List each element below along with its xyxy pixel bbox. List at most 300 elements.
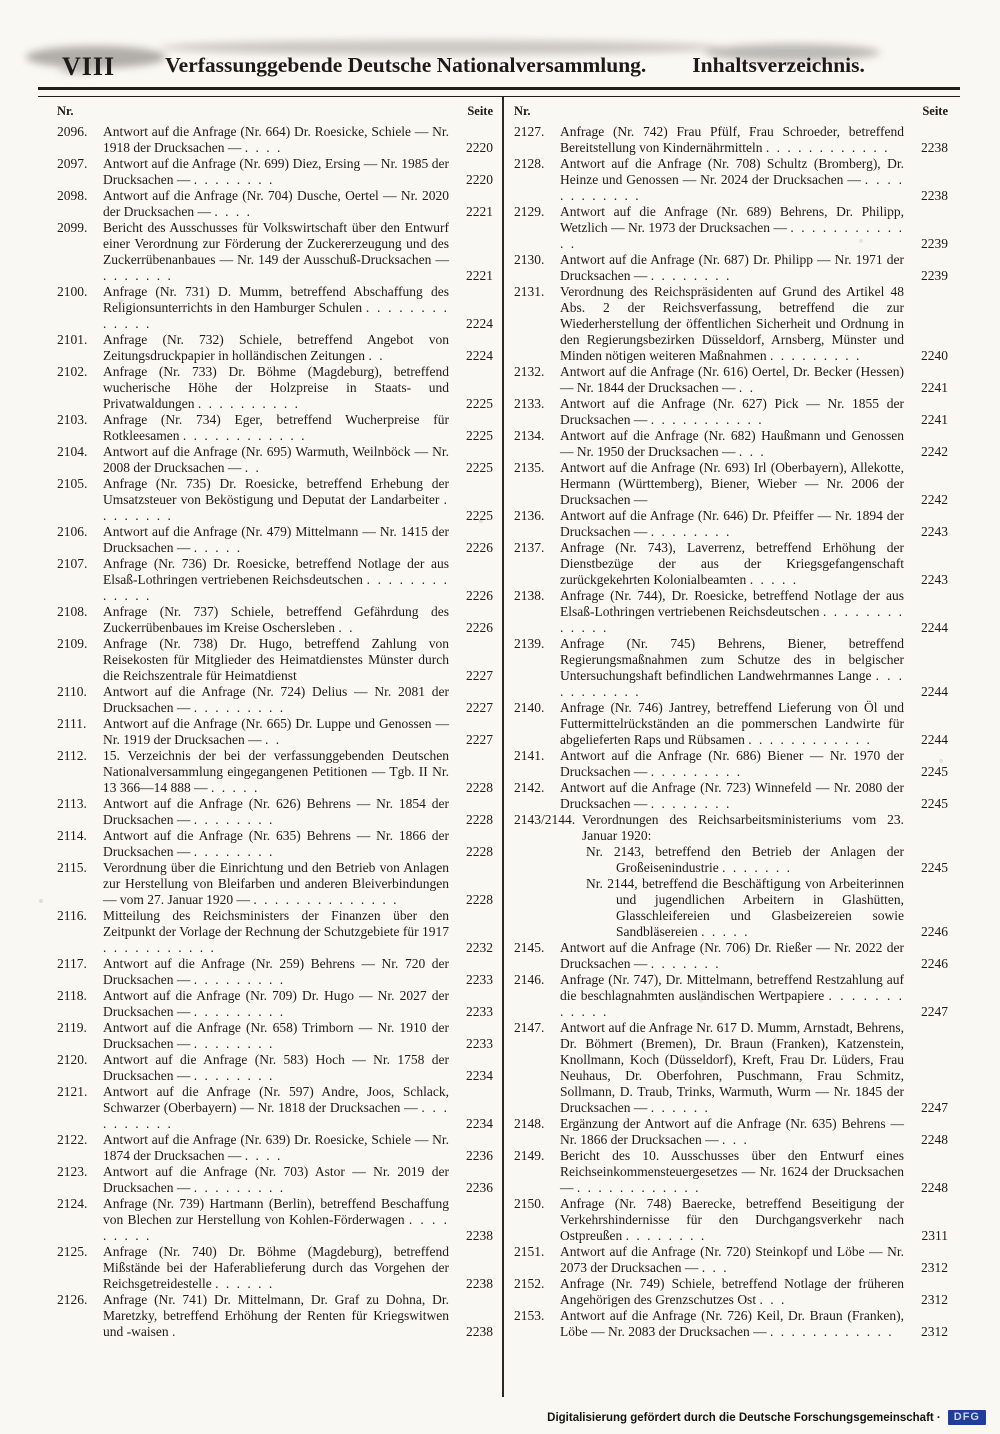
entry-text: Antwort auf die Anfrage (Nr. 635) Behrens — Nr. 1866 der Drucksachen — [103, 828, 449, 859]
entry-page-number: 2224 [466, 316, 493, 331]
entry-number: 2136. [514, 508, 545, 523]
toc-entry [514, 540, 948, 588]
dot-leader: . . . . . . . . . [193, 700, 286, 715]
header-double-rule [38, 87, 960, 97]
dot-leader: . . . . [244, 140, 283, 155]
toc-entry [57, 1196, 493, 1244]
column-header [57, 104, 493, 119]
dot-leader: . . . . . . . . . . . . . [103, 572, 450, 603]
entry-number: 2108. [57, 604, 88, 619]
entry-number: 2148. [514, 1116, 545, 1131]
entry-page-number: 2228 [466, 812, 493, 827]
toc-entry [514, 1020, 948, 1116]
toc-entry [57, 748, 493, 796]
entry-page-number: 2242 [921, 444, 948, 459]
entry-text: Antwort auf die Anfrage (Nr. 703) Astor — Nr. 2019 der Drucksachen — [103, 1164, 449, 1195]
toc-entry [57, 828, 493, 860]
entry-number: 2135. [514, 460, 545, 475]
entry-text: Nr. 2144, betreffend die Beschäftigung von Arbeiterinnen und jugendlichen Arbeitern in Glashütten, Glasschleifereien und Glasbeizereien sowie Sandbläsereien [586, 876, 904, 939]
toc-entry [514, 1276, 948, 1308]
entry-page-number: 2228 [466, 892, 493, 907]
dot-leader: . . . . . . . . . . . . [769, 1324, 894, 1339]
toc-entry [514, 748, 948, 780]
entry-number: 2131. [514, 284, 545, 299]
entry-number: 2101. [57, 332, 88, 347]
toc-entry [57, 956, 493, 988]
toc-entry [57, 524, 493, 556]
dot-leader: . . . . . [749, 572, 799, 587]
entry-number: 2149. [514, 1148, 545, 1163]
toc-entry [514, 812, 948, 844]
dot-leader: . . . . . . . . . . [197, 396, 300, 411]
entry-number: 2145. [514, 940, 545, 955]
entry-page-number: 2245 [921, 796, 948, 811]
entry-page-number: 2234 [466, 1116, 493, 1131]
toc-entry [514, 1116, 948, 1148]
toc-entry [514, 508, 948, 540]
entry-text: Antwort auf die Anfrage (Nr. 665) Dr. Luppe und Genossen — Nr. 1919 der Drucksachen — [103, 716, 449, 747]
toc-column-left [57, 104, 493, 1340]
dfg-logo: DFG [948, 1410, 986, 1425]
entry-number: 2113. [57, 796, 87, 811]
entry-page-number: 2220 [466, 172, 493, 187]
dot-leader: . . . . . . . . . . . [560, 668, 905, 699]
entry-text: Ergänzung der Antwort auf die Anfrage (Nr. 635) Behrens — Nr. 1866 der Drucksachen — [560, 1116, 904, 1147]
entry-number: 2118. [57, 988, 87, 1003]
toc-entry [57, 284, 493, 332]
dot-leader: . . . . . . . . . . . . . [103, 300, 450, 331]
dot-leader: . . . . . . . . [625, 1228, 707, 1243]
dot-leader: . . . . . . . . . . [103, 1100, 450, 1131]
dot-leader: . . [264, 732, 282, 747]
entry-number: 2107. [57, 556, 88, 571]
dot-leader: . . . . . . [215, 1276, 275, 1291]
toc-entry [57, 412, 493, 444]
toc-entry [57, 556, 493, 604]
entry-page-number: 2227 [466, 700, 493, 715]
entry-text: Bericht des 10. Ausschusses über den Entwurf eines Reichseinkommensteuergesetzes — Nr. 1624 der Drucksachen — [560, 1148, 904, 1195]
column-header-nr: Nr. [514, 104, 531, 118]
dot-leader: . . . . [214, 204, 252, 219]
entry-text: Antwort auf die Anfrage (Nr. 626) Behrens — Nr. 1854 der Drucksachen — [103, 796, 449, 827]
entry-text: Antwort auf die Anfrage (Nr. 706) Dr. Rießer — Nr. 2022 der Drucksachen — [560, 940, 904, 971]
entry-page-number: 2244 [921, 684, 948, 699]
credit-text: Digitalisierung gefördert durch die Deutsche Forschungsgemeinschaft · [547, 1411, 941, 1424]
entry-number: 2143/2144. [514, 812, 576, 827]
entry-text: 15. Verzeichnis der bei der verfassunggebenden Deutschen Nationalversammlung eingegangenen Petitionen — Tgb. II Nr. 13 366—14 888 — [103, 748, 449, 795]
dot-leader: . . . . . . . . [650, 268, 732, 283]
dot-leader: . . . [721, 1132, 749, 1147]
entry-page-number: 2248 [921, 1132, 948, 1147]
entry-text: Antwort auf die Anfrage (Nr. 724) Delius — Nr. 2081 der Drucksachen — [103, 684, 449, 715]
entry-number: 2123. [57, 1164, 88, 1179]
entry-page-number: 2225 [466, 396, 493, 411]
entry-page-number: 2232 [466, 940, 493, 955]
entry-text: Antwort auf die Anfrage (Nr. 479) Mittelmann — Nr. 1415 der Drucksachen — [103, 524, 449, 555]
entry-text: Antwort auf die Anfrage (Nr. 682) Haußmann und Genossen — Nr. 1950 der Drucksachen — [560, 428, 904, 459]
dot-leader: . . . . . . . . [193, 844, 275, 859]
entry-page-number: 2239 [921, 268, 948, 283]
entry-text: Antwort auf die Anfrage (Nr. 699) Diez, Ersing — Nr. 1985 der Drucksachen — [103, 156, 449, 187]
entry-number: 2125. [57, 1244, 88, 1259]
dot-leader: . . . . . . . . . . . [103, 940, 216, 955]
entry-number: 2138. [514, 588, 545, 603]
column-header-nr: Nr. [57, 104, 74, 118]
entry-page-number: 2227 [466, 732, 493, 747]
dot-leader: . . . . . . . . . [650, 764, 743, 779]
entry-page-number: 2220 [466, 140, 493, 155]
entry-number: 2117. [57, 956, 87, 971]
entry-page-number: 2242 [921, 492, 948, 507]
scan-speckles [0, 0, 2, 2]
entry-text: Anfrage (Nr. 732) Schiele, betreffend Angebot von Zeitungsdruckpapier in holländischen Zeitungen [103, 332, 449, 363]
toc-entry [514, 204, 948, 252]
dot-leader: . . . [701, 1260, 729, 1275]
entry-text: Anfrage (Nr. 734) Eger, betreffend Wucherpreise für Rotkleesamen [103, 412, 449, 443]
entry-number: 2132. [514, 364, 545, 379]
entry-text: Anfrage (Nr. 741) Dr. Mittelmann, Dr. Graf zu Dohna, Dr. Maretzky, betreffend Erhöhung der Renten für Kriegswitwen und -waisen [103, 1292, 449, 1339]
dot-leader: . . . . . . . [722, 860, 792, 875]
entry-number: 2139. [514, 636, 545, 651]
dot-leader: . . . . . . . . [650, 796, 732, 811]
entry-text: Anfrage (Nr. 737) Schiele, betreffend Gefährdung des Zuckerrübenbaues im Kreise Oschersleben [103, 604, 449, 635]
dot-leader: . . . [759, 1292, 787, 1307]
entry-text: Antwort auf die Anfrage (Nr. 708) Schultz (Bromberg), Dr. Heinze und Genossen — Nr. 2024 der Drucksachen — [560, 156, 904, 187]
dot-leader: . . . . . . . . . [193, 1004, 286, 1019]
digitization-credit [547, 1410, 986, 1425]
toc-entry [57, 364, 493, 412]
entry-page-number: 2246 [921, 956, 948, 971]
entry-page-number: 2311 [921, 1228, 948, 1243]
toc-entry [57, 476, 493, 524]
entry-number: 2152. [514, 1276, 545, 1291]
dot-leader: . . . . . . . . . . . . [576, 1180, 701, 1195]
toc-entry [57, 988, 493, 1020]
entry-page-number: 2244 [921, 620, 948, 635]
toc-entry [514, 700, 948, 748]
entry-number: 2111. [57, 716, 87, 731]
entry-text: Antwort auf die Anfrage (Nr. 709) Dr. Hugo — Nr. 2027 der Drucksachen — [103, 988, 449, 1019]
entry-text: Anfrage (Nr. 740) Dr. Böhme (Magdeburg), betreffend Mißstände bei der Haferablieferung durch das Vorgehen der Reichsgetreidestelle [103, 1244, 449, 1291]
entry-number: 2151. [514, 1244, 545, 1259]
entry-page-number: 2225 [466, 508, 493, 523]
toc-entry [57, 188, 493, 220]
entry-text: Anfrage (Nr. 739) Hartmann (Berlin), betreffend Beschaffung von Blechen zur Herstellung von Kohlen-Förderwagen [103, 1196, 449, 1227]
entry-text: Antwort auf die Anfrage (Nr. 687) Dr. Philipp — Nr. 1971 der Drucksachen — [560, 252, 904, 283]
toc-entry [57, 1292, 493, 1340]
entry-page-number: 2243 [921, 524, 948, 539]
toc-entry [57, 1052, 493, 1084]
entry-page-number: 2238 [466, 1276, 493, 1291]
dot-leader: . . . . . . . . . [103, 1212, 450, 1243]
entry-number: 2104. [57, 444, 88, 459]
entry-page-number: 2234 [466, 1068, 493, 1083]
toc-entry [514, 428, 948, 460]
entry-text: Verordnungen des Reichsarbeitsministeriums vom 23. Januar 1920: [582, 812, 904, 843]
entry-text: Anfrage (Nr. 742) Frau Pfülf, Frau Schroeder, betreffend Bereitstellung von Kindernährmitteln [560, 124, 904, 155]
entry-number: 2124. [57, 1196, 88, 1211]
entry-text: Anfrage (Nr. 749) Schiele, betreffend Notlage der früheren Angehörigen des Grenzschutzes Ost [560, 1276, 904, 1307]
entry-page-number: 2245 [921, 860, 948, 875]
entry-page-number: 2241 [921, 412, 948, 427]
entry-page-number: 2245 [921, 764, 948, 779]
entry-text: Anfrage (Nr. 735) Dr. Roesicke, betreffend Erhebung der Umsatzsteuer von Beköstigung und Deputat der Landarbeiter [103, 476, 449, 507]
entry-text: Antwort auf die Anfrage (Nr. 646) Dr. Pfeiffer — Nr. 1894 der Drucksachen — [560, 508, 904, 539]
entry-page-number: 2238 [921, 188, 948, 203]
dot-leader: . [171, 1324, 178, 1339]
entry-page-number: 2236 [466, 1180, 493, 1195]
dot-leader: . . . . . . . . . . . . . . [253, 892, 399, 907]
entry-page-number: 2221 [466, 204, 493, 219]
entry-page-number: 2226 [466, 588, 493, 603]
entry-text: Antwort auf die Anfrage (Nr. 616) Oertel, Dr. Becker (Hessen) — Nr. 1844 der Drucksachen — [560, 364, 904, 395]
toc-entry [514, 972, 948, 1020]
entry-page-number: 2221 [466, 268, 493, 283]
column-divider-rule [502, 97, 504, 1397]
entry-page-number: 2244 [921, 732, 948, 747]
entry-number: 2147. [514, 1020, 545, 1035]
entry-text: Anfrage (Nr. 736) Dr. Roesicke, betreffend Notlage der aus Elsaß-Lothringen vertriebenen Reichsdeutschen [103, 556, 449, 587]
toc-entry [586, 844, 948, 876]
entry-number: 2122. [57, 1132, 88, 1147]
entry-page-number: 2227 [466, 668, 493, 683]
entry-page-number: 2233 [466, 1004, 493, 1019]
entry-number: 2150. [514, 1196, 545, 1211]
dot-leader: . . [338, 620, 355, 635]
entry-text: Antwort auf die Anfrage (Nr. 259) Behrens — Nr. 720 der Drucksachen — [103, 956, 449, 987]
entry-text: Antwort auf die Anfrage (Nr. 583) Hoch — Nr. 1758 der Drucksachen — [103, 1052, 449, 1083]
entry-number: 2134. [514, 428, 545, 443]
entry-text: Anfrage (Nr. 747), Dr. Mittelmann, betreffend Restzahlung auf die beschlagnahmten ausländischen Wertpapiere [560, 972, 904, 1003]
dot-leader: . . . . . . . . [103, 492, 450, 523]
entry-text: Antwort auf die Anfrage (Nr. 658) Trimborn — Nr. 1910 der Drucksachen — [103, 1020, 449, 1051]
entry-page-number: 2228 [466, 780, 493, 795]
entry-text: Verordnung des Reichspräsidenten auf Grund des Artikel 48 Abs. 2 der Reichsverfassung, betreffend die zur Wiederherstellung der öffentlichen Sicherheit und Ordnung in den Regierungsbezirken Düsseldorf, Arnsberg, Münster und Minden nötigen weiteren Maßnahmen [560, 284, 904, 363]
entry-number: 2099. [57, 220, 88, 235]
dot-leader: . . . . . . [650, 1100, 710, 1115]
entry-page-number: 2241 [921, 380, 948, 395]
entry-text: Antwort auf die Anfrage (Nr. 723) Winnefeld — Nr. 2080 der Drucksachen — [560, 780, 904, 811]
entry-page-number: 2224 [466, 348, 493, 363]
dot-leader: . . [244, 460, 261, 475]
column-header [514, 104, 948, 119]
toc-column-right [514, 104, 948, 1340]
entry-number: 2127. [514, 124, 545, 139]
entry-text: Antwort auf die Anfrage (Nr. 720) Steinkopf und Löbe — Nr. 2073 der Drucksachen — [560, 1244, 904, 1275]
entry-page-number: 2240 [921, 348, 948, 363]
entry-page-number: 2246 [921, 924, 948, 939]
entry-text: Anfrage (Nr. 738) Dr. Hugo, betreffend Zahlung von Reisekosten für Mitglieder des Heimatdienstes Münster durch die Reichszentrale für Heimatdienst [103, 636, 449, 683]
entry-text: Anfrage (Nr. 743), Laverrenz, betreffend Erhöhung der Dienstbezüge der aus der Kriegsgefangenschaft zurückgekehrten Kolonialbeamten [560, 540, 904, 587]
entry-page-number: 2248 [921, 1180, 948, 1195]
entry-number: 2142. [514, 780, 545, 795]
entry-text: Antwort auf die Anfrage Nr. 617 D. Mumm, Arnstadt, Behrens, Dr. Böhmert (Bremen), Dr. Braun (Franken), Katzenstein, Knollmann, Koch (Düsseldorf), Kreft, Frau Dr. Lüders, Frau Neuhaus, Dr. Oberfohren, Puschmann, Frau Schmitz, Sollmann, D. Traub, Trinks, Warmuth, Wurm — Nr. 1845 der Drucksachen — [560, 1020, 904, 1115]
entry-number: 2146. [514, 972, 545, 987]
entry-page-number: 2247 [921, 1100, 948, 1115]
entry-number: 2098. [57, 188, 88, 203]
page-title [165, 53, 865, 78]
dot-leader: . . . . . . . . [193, 812, 275, 827]
entry-number: 2126. [57, 1292, 88, 1307]
entry-number: 2153. [514, 1308, 545, 1323]
toc-entry [57, 332, 493, 364]
entry-number: 2129. [514, 204, 545, 219]
entry-number: 2105. [57, 476, 88, 491]
entry-number: 2116. [57, 908, 87, 923]
entry-page-number: 2247 [921, 1004, 948, 1019]
toc-entry [57, 1084, 493, 1132]
dot-leader: . . . . [244, 1148, 283, 1163]
entry-text: Verordnung über die Einrichtung und den Betrieb von Anlagen zur Herstellung von Bleifarben und anderen Bleiverbindungen — vom 27. Januar 1920 — [103, 860, 449, 907]
entry-text: Antwort auf die Anfrage (Nr. 693) Irl (Oberbayern), Allekotte, Hermann (Württemberg), Biener, Wieber — Nr. 2006 der Drucksachen — [560, 460, 904, 507]
entry-number: 2141. [514, 748, 545, 763]
dot-leader: . . . . . [211, 780, 260, 795]
dot-leader: . . . . . . . . . [769, 348, 862, 363]
entry-number: 2102. [57, 364, 88, 379]
entry-number: 2133. [514, 396, 545, 411]
toc-entry [514, 1196, 948, 1244]
dot-leader: . . . . . . . . . . . . [560, 988, 905, 1019]
toc-entry [514, 940, 948, 972]
entry-number: 2120. [57, 1052, 88, 1067]
entry-page-number: 2225 [466, 460, 493, 475]
toc-entry [57, 156, 493, 188]
entry-page-number: 2312 [921, 1292, 948, 1307]
dot-leader: . . . . . . . . . . . [650, 412, 764, 427]
dot-leader: . . [738, 380, 755, 395]
toc-entry [57, 860, 493, 908]
entry-number: 2114. [57, 828, 87, 843]
entry-number: 2103. [57, 412, 88, 427]
entry-text: Antwort auf die Anfrage (Nr. 639) Dr. Roesicke, Schiele — Nr. 1874 der Drucksachen — [103, 1132, 449, 1163]
entry-page-number: 2226 [466, 540, 493, 555]
toc-entry [514, 460, 948, 508]
entry-text: Anfrage (Nr. 745) Behrens, Biener, betreffend Regierungsmaßnahmen zum Schutze des in belgischer Untersuchungshaft befindlichen Landwehrmannes Lange [560, 636, 904, 683]
dot-leader: . . . . . . . . . . . . [765, 140, 890, 155]
entry-number: 2097. [57, 156, 88, 171]
page-title-section: Inhaltsverzeichnis. [692, 53, 865, 77]
dot-leader: . . . . . [193, 540, 243, 555]
toc-entry [57, 908, 493, 956]
toc-entry [57, 220, 493, 284]
toc-entry [514, 588, 948, 636]
entry-page-number: 2225 [466, 428, 493, 443]
toc-entry [57, 716, 493, 748]
entry-number: 2112. [57, 748, 87, 763]
entry-text: Nr. 2143, betreffend den Betrieb der Anlagen der Großeisenindustrie [586, 844, 904, 875]
dot-leader: . . . . . . . . [193, 1036, 275, 1051]
toc-entry [57, 1132, 493, 1164]
entry-text: Antwort auf die Anfrage (Nr. 627) Pick — Nr. 1855 der Drucksachen — [560, 396, 904, 427]
entry-text: Antwort auf die Anfrage (Nr. 664) Dr. Roesicke, Schiele — Nr. 1918 der Drucksachen — [103, 124, 449, 155]
entry-text: Antwort auf die Anfrage (Nr. 726) Keil, Dr. Braun (Franken), Löbe — Nr. 2083 der Drucksachen — [560, 1308, 904, 1339]
column-header-seite: Seite [467, 104, 493, 118]
toc-entry [57, 124, 493, 156]
page-number-roman: VIII [62, 52, 116, 81]
entry-number: 2096. [57, 124, 88, 139]
toc-entry [57, 604, 493, 636]
dot-leader: . . . . . . . . . [193, 1180, 286, 1195]
entry-text: Antwort auf die Anfrage (Nr. 689) Behrens, Dr. Philipp, Wetzlich — Nr. 1973 der Drucksachen — [560, 204, 904, 235]
page-title-main: Verfassunggebende Deutsche Nationalversammlung. [165, 53, 647, 77]
dot-leader: . . . . . [701, 924, 750, 939]
toc-entry [514, 1148, 948, 1196]
dot-leader: . . . . . . . . . . . . [560, 172, 905, 203]
entry-page-number: 2238 [466, 1228, 493, 1243]
dot-leader: . . . . . . . . . . . . [182, 428, 307, 443]
entry-number: 2119. [57, 1020, 87, 1035]
entry-page-number: 2243 [921, 572, 948, 587]
toc-entry [57, 1244, 493, 1292]
dot-leader: . . . [738, 444, 766, 459]
dot-leader: . . . . . . . . [650, 524, 732, 539]
entry-text: Antwort auf die Anfrage (Nr. 695) Warmuth, Weilnböck — Nr. 2008 der Drucksachen — [103, 444, 449, 475]
toc-entry [514, 156, 948, 204]
dot-leader: . . . . . . . . . [193, 972, 286, 987]
toc-entry [514, 636, 948, 700]
entry-text: Anfrage (Nr. 733) Dr. Böhme (Magdeburg), betreffend wucherische Höhe der Holzpreise in Staats- und Privatwaldungen [103, 364, 449, 411]
toc-entry [514, 780, 948, 812]
toc-entry [514, 364, 948, 396]
entry-number: 2137. [514, 540, 545, 555]
toc-entry [514, 1244, 948, 1276]
entry-text: Mitteilung des Reichsministers der Finanzen über den Zeitpunkt der Vorlage der Rechnung der Schutzgebiete für 1917 [103, 908, 449, 939]
dot-leader: . . [368, 348, 385, 363]
entry-text: Antwort auf die Anfrage (Nr. 597) Andre, Joos, Schlack, Schwarzer (Oberbayern) — Nr. 1818 der Drucksachen — [103, 1084, 449, 1115]
toc-entry [514, 252, 948, 284]
entry-page-number: 2228 [466, 844, 493, 859]
entry-text: Anfrage (Nr. 731) D. Mumm, betreffend Abschaffung des Religionsunterrichts in den Hamburger Schulen [103, 284, 449, 315]
dot-leader: . . . . . . . [650, 956, 721, 971]
entry-text: Antwort auf die Anfrage (Nr. 704) Dusche, Oertel — Nr. 2020 der Drucksachen — [103, 188, 449, 219]
entry-text: Anfrage (Nr. 746) Jantrey, betreffend Lieferung von Öl und Futtermittelrückständen an die pommerschen Landwirte für abgelieferten Raps und Rübsamen [560, 700, 904, 747]
entry-number: 2106. [57, 524, 88, 539]
entry-page-number: 2236 [466, 1148, 493, 1163]
toc-entry [57, 636, 493, 684]
entry-page-number: 2239 [921, 236, 948, 251]
entry-number: 2121. [57, 1084, 88, 1099]
toc-entry [57, 1020, 493, 1052]
toc-entry [514, 124, 948, 156]
entry-text: Bericht des Ausschusses für Volkswirtschaft über den Entwurf einer Verordnung zur Förderung der Zuckererzeugung und des Zuckerrübenanbaues — Nr. 149 der Ausschuß-Drucksachen — [103, 220, 449, 267]
dot-leader: . . . . . . . . . . . . . [560, 220, 905, 251]
toc-entry [57, 796, 493, 828]
entry-number: 2130. [514, 252, 545, 267]
toc-entry [514, 1308, 948, 1340]
entry-number: 2109. [57, 636, 88, 651]
entry-page-number: 2312 [921, 1260, 948, 1275]
entry-page-number: 2238 [921, 140, 948, 155]
dot-leader: . . . . . . . [103, 268, 173, 283]
toc-entry [57, 684, 493, 716]
entry-page-number: 2238 [466, 1324, 493, 1339]
entry-text: Anfrage (Nr. 744), Dr. Roesicke, betreffend Notlage der aus Elsaß-Lothringen vertriebenen Reichsdeutschen [560, 588, 904, 619]
entry-page-number: 2233 [466, 972, 493, 987]
entry-page-number: 2312 [921, 1324, 948, 1339]
entry-number: 2115. [57, 860, 87, 875]
entry-text: Antwort auf die Anfrage (Nr. 686) Biener — Nr. 1970 der Drucksachen — [560, 748, 904, 779]
dot-leader: . . . . . . . . [193, 1068, 275, 1083]
entry-number: 2100. [57, 284, 88, 299]
dot-leader: . . . . . . . . [193, 172, 275, 187]
entry-page-number: 2226 [466, 620, 493, 635]
entry-text: Anfrage (Nr. 748) Baerecke, betreffend Beseitigung der Verkehrshindernisse für den Durchgangsverkehr nach Ostpreußen [560, 1196, 904, 1243]
toc-entry [57, 1164, 493, 1196]
column-header-seite: Seite [922, 104, 948, 118]
toc-entry [514, 284, 948, 364]
dot-leader: . . . . . . . . . . . . . [560, 604, 904, 635]
toc-entry [586, 876, 948, 940]
